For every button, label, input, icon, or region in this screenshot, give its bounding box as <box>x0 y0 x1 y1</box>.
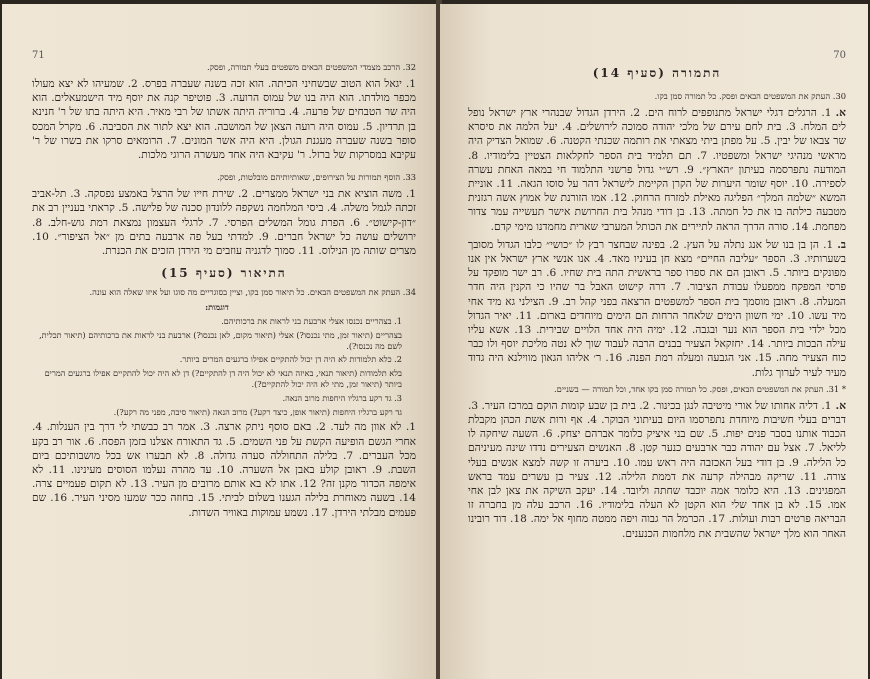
exercise-33-instruction: 33. הוסף תמורות על הצירופים, שאותיותיהם מובלטות, ופסק. <box>217 172 416 183</box>
star-mark: * <box>841 383 846 394</box>
exercise-31-instruction <box>468 384 846 395</box>
example-line: 2. כלא תלמודות לא היה דן יכול להתקיים אפילו ברגעים המרים ביותר. <box>179 354 402 365</box>
section-title-apposition: התמורה (סעיף 14) <box>592 66 722 80</box>
exercise-31-body <box>468 399 846 541</box>
exercise-30a-text: 1. הרגלים דגלי ישראל מתנופפים לרוח הים. 2. הירדן הגדול שבנהרי ארץ ישראל נופל לים המלח. 3. בית לחם עירם של מלכי יהודה סמוכה לירושלים. 4. יעל הלמה את סיסרא שר צבאו של יבין. 5. על מפתן ביתי מצאתי את רותמה שכנתי הקטנה. 6. שמואל הצדיק היה מראשי מנהיגי ישראל ומשפטיו. 7. תם תלמיד בית הספר לחקלאות הצטיין בלימודיו. 8. המודעה נתפרסמה בעיתון ״הארץ״. 9. רש״י גדול פרשני התלמוד חי במאה האחת עשרה לספירה. 10. יוסף שומר היערות של הקרן הקיימת לישראל דהר על סוסו הגאה. 11. אוניית המשא ״שלמה המלך״ הפליגה מאילת למזרח הרחוק. 12. אמו הזורנת של אמוץ אשה רגזנית מטבעה כילתה בו את כל חמתה. 13. בן דודי מנהל בית החרושת אישר תעשייה עמר צדור מפחמת. 14. סורה הדרך הראה לתיירים את הכותל המערבי שארית מחמדנו מימי קדם. <box>468 107 847 233</box>
exercise-31-text: 1. דליה אחותו של אורי מיטיבה לנגן בכינור. 2. בית בן שבע קומות הוקם במרכז העיר. 3. דברים בעלי חשיבות מיוחדת נתפרסמו היום בעיתוני הבוקר. 4. אף ורות אשת הכהן מקבלת הכבוד אותנו בסבר פנים יפות. 5. שם בני איציק כלומר אברהם יצחק. 6. השעה שיחקה לו לליאל. 7. אצל עם יהודה כבר ארבעים כנער קטן. 8. האנשים הצעירים נדדו שינה מעיניהם כל הלילה. 9. בן דודי בעל האכזבה היה ראש עמו. 10. ביערה זו קשה למצא אנשים בעלי צורה. 11. שריקה מבהילה קרעה את דממת הלילה. 12. צעיר בן עשרים עמד בראש המפגינים. 13. היא כלומר אמה יוכבד שחתה וליובד. 14. יעקב השיקה את צאן לבן אחי אמו. 15. לא בן אחד שלי הוא הקטן לא העלה בלימודיו. 16. הרכב עלה מן בחברה זו הבריאה פרטים רבות ועולות. 17. הכרמל הר גבוה ויפה ממטה מחוף אל ימה. 18. דוד רובינו האחר הוא מלך ישראל שהשבית את מלחמות הכנענים. <box>468 399 846 540</box>
right-page-number: 70 <box>833 50 846 61</box>
exercise-30b-body <box>468 238 846 380</box>
exercise-30b-text: 1. הן בן בנו של אנג נתלה על העץ. 2. בפינה שבחצר רבץ לו ״כושי״ כלבו הגדול מסובך בשערותיו. 3. הספר ״עליבה החיים״ מצא חן בעיניו מאד. 4. אנו אנשי ארץ ישראל אין אנו מפונקים ביותר. 5. ראובן הם את ספרו ספר בראשית התה בית שחיו. 6. רב ישר מופקד על פרסי המפקח ממפעלו עבודת הציבור. 7. דרה קישוט האבל בר שהיו כי הקנין היה חדר המעלה. 8. ראובן מוסמך בית הספר למשפטים הרצאה בפני קהל רב. 9. הצילני גא מיד אחי מיד עשו. 10. ימי חשוון הימים שלאחר הרחות הם הימים מיוחדים בארום. 11. יאיר הגדול מכל ילדי בית הספר הוא נער ובגבה. 12. ימיה היה אחד הלויים שבירית. 13. אשא עליו עילה הבכות ביותר. 14. יחזקאל הצעיר בבנים הרבה לעבוד שוך לא נטה מליכת יוסף ולו כבר כוח הצעיר מחה. 15. אני הגבעה ומעלה רמת הפנה. 16. ר׳ אליהו הגאון מווילנא היה גדוד מעיר לעיר לערוך גלות. <box>468 238 847 379</box>
exercise-32-body: 1. יגאל הוא הטוב שבשחיני הכיתה. הוא זכה בשנה שעברה בפרס. 2. שמעיהו לא יצא מעולו מכפר מולדתו. הוא היה בנו של עמוס הרועה. 3. פוטיפר קנה את יוסף מיד הישמעאלים. הוא היה שר הטבחים של פרעה. 4. ברוריה היתה אשתו של רבי מאיר. היא היתה בתו של ר' חנינא בן תרדיון. 5. עמוס היה רועה הצאן של המושבה. הוא יצא לתור את הסביבה. 6. מקרל המכס סופר בשנה שעברה מעגנת הגולן. היא היה אשר המונים. 7. הרומאים סרקו את בשרו של ר' עקיבא במסרקות של ברזל. ר' עקיבא היה אחד מעשרה הרוגי מלכות. <box>32 78 416 162</box>
exercise-30-instruction: 30. העתק את המשפטים הבאים ופסק. כל תמורה סמן בקו. <box>654 91 846 101</box>
section-title-adverbial: התיאור (סעיף 15) <box>161 266 287 281</box>
example-line: 3. גד רקע ברגליו היחפות מרוב הנאה. <box>282 392 402 403</box>
example-line: גד רקע ברגליו היחפות (תיאור אופן, כיצד רקע?) מרוב הנאה (תיאור סיבה, מפני מה רקע?). <box>113 406 402 417</box>
example-line: בצהריים (תיאור זמן, מתי נכנסו?) אצלי (תיאור מקום, לאן נכנסו?) ארבעת בני לראות את ברכותיהם (תיאור תכלית, לשם מה נכנסו?). <box>39 329 402 351</box>
example-line: 1. בצהריים נכנסו אצלי ארבעת בני לראות את ברכותיהם. <box>221 316 402 327</box>
left-page <box>2 4 438 679</box>
exercise-33-body: 1. משה הוציא את בני ישראל ממצרים. 2. שירת חייו של הרצל באמצע נפסקה. 3. תל-אביב זכתה לגמל משלה. 4. ביסי המלחמה נשקפה ללונדון סכנה של פלישה. 5. קראתי בעניין רב את ״דון-קישוט״. 6. הפרת גומל המשלים הפרסי. 7. לרגלי העצמון נמצאת רמת גוש-חלב. 8. ירושלים עושה כל ישראל חברים. 9. למדתי בעל פה ארבעה בתים מן ״אל הציפור״. 10. מצרים שותה מן הנילוס. 11. סמוך לדגניה עוזבים מי הירדן הזכים את הכנרת. <box>32 188 416 258</box>
exercise-30a-body <box>468 106 846 234</box>
example-line: בלא תלמודות (תיאור תנאי, באיזה תנאי לא יכול היה דן להתקיים?) דן לא היה יכול להתקיים אפילו ברגעים המרים ביותר (תיאור זמן, מתי לא היה יכול להתקיים?). <box>44 368 402 390</box>
part-letter: ב. <box>837 238 846 251</box>
part-letter: א. <box>835 399 846 412</box>
exercise-31-instruction-text: 31. העתק את המשפטים הבאים, ופסק. כל תמורה סמן בקו אחד, וכל תמורה — בשניים. <box>554 383 840 394</box>
exercise-34-instruction: 34. העתק את המשפטים הבאים. כל תיאור סמן בקו, וציין בסוגריים מה סוגו ועל איזו שאלה הוא עונה. <box>89 287 416 298</box>
exercise-34-body: 1. לא אוון מה לעד. 2. באם סוסף ניתק ארצה. 3. אמר רב כבשתי לי דרך בין הענלות. 4. אחרי הגשם הופיעה הקשת על פני השמים. 5. גד התאורח אצלנו בזמן הפסח. 6. אור רב בקע מכל העברים. 7. בלילה התחוללה סערה גדולה. 8. לא תבערו אש בכל מושבותיכם ביום השבת. 9. ראובן קולע באבן אל השערה. 10. עד מהרה נעלמו הסוסים מעינינו. 11. לא אימפה הכדור מקנן זה? 12. אתו לא בא אותם מרובים מן העיר. 13. לא תקום פעמיים צרה. 14. בשעה מאוחרת בלילה הגענו בשלום לביתי. 15. בחוזה ככר שמעו מסיני העיר. 16. שם פעמים מבלתי הירדן. 17. נשמע עמוקות באוויר השדות. <box>32 421 416 519</box>
left-page-number: 71 <box>32 50 45 61</box>
part-letter: א. <box>835 107 846 119</box>
examples-label: דוגמות: <box>205 302 229 313</box>
exercise-32-instruction: 32. הרכב מצמדי המשפטים הבאים משפטים בעלי תמורה, ופסק. <box>206 62 416 72</box>
right-page <box>440 4 868 679</box>
